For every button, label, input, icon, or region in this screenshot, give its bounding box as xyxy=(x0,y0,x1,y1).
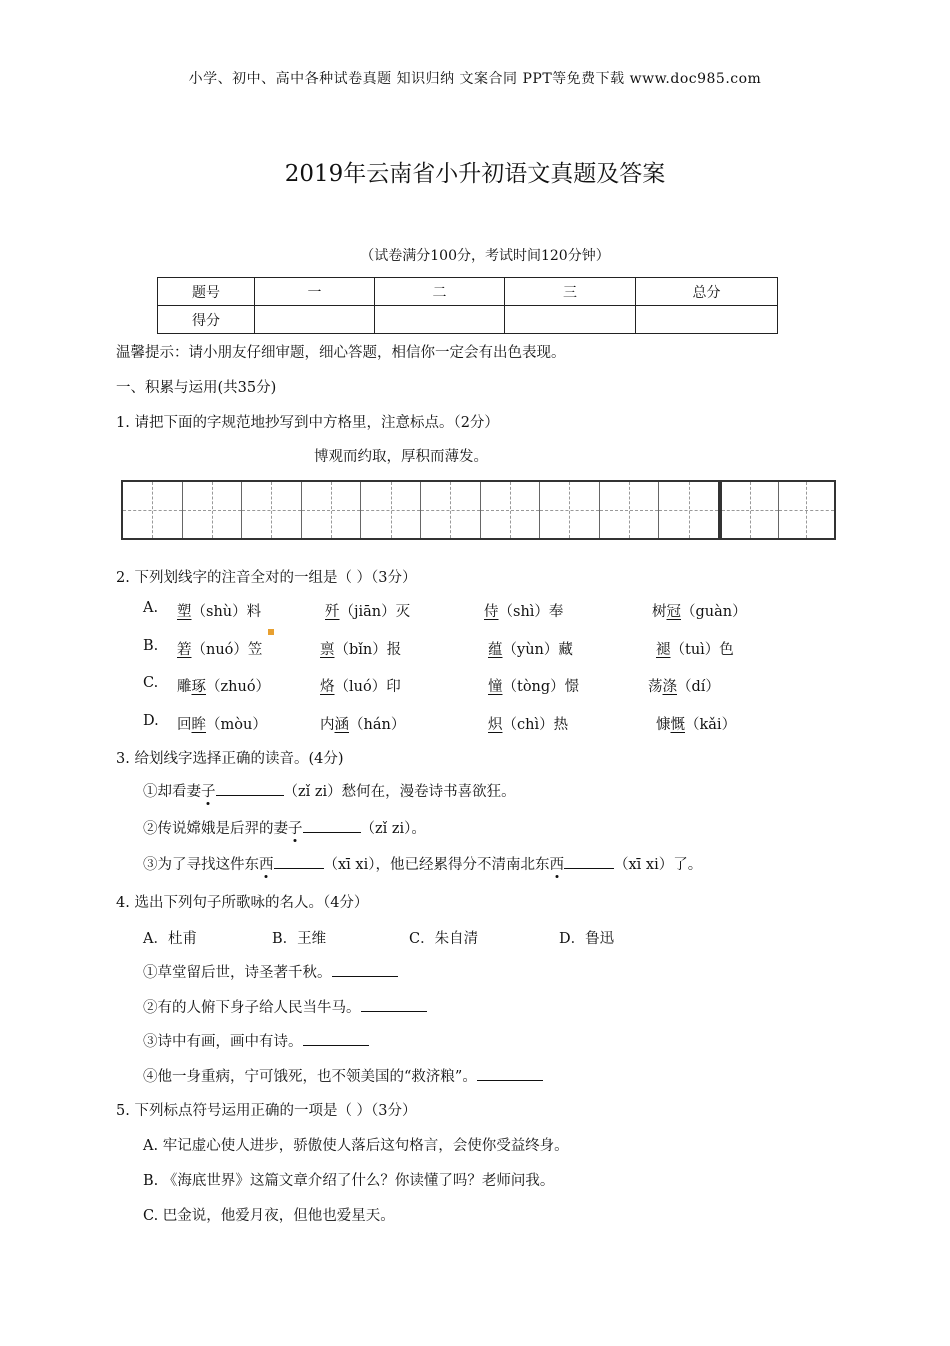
option-b: B. 《海底世界》这篇文章介绍了什么？你读懂了吗？老师问我。 xyxy=(143,1173,555,1189)
question-4-stem: 4. 选出下列句子所歌咏的名人。（4分） xyxy=(116,895,369,911)
option-a-item: 歼（jiān）灭 xyxy=(325,604,411,620)
table-row xyxy=(158,278,778,306)
option-c-item: 憧（tòng）憬 xyxy=(488,679,580,695)
question-4-item: ③诗中有画，画中有诗。 xyxy=(143,1030,369,1051)
choice-option: B．王维 xyxy=(272,931,327,947)
question-4-item: ④他一身重病，宁可饿死，也不领美国的“救济粮”。 xyxy=(143,1065,543,1086)
answer-blank[interactable] xyxy=(216,781,284,796)
option-d-item: 慷慨（kǎi） xyxy=(656,717,737,733)
option-c-label: C. xyxy=(143,675,159,691)
answer-blank[interactable] xyxy=(564,854,614,869)
option-d-item: 回眸（mòu） xyxy=(177,717,267,733)
table-cell: 得分 xyxy=(158,306,255,334)
highlight-mark xyxy=(268,629,274,635)
option-a-item: 塑（shù）料 xyxy=(177,604,262,620)
table-cell: 三 xyxy=(505,278,636,306)
option-d-item: 炽（chì）热 xyxy=(488,717,569,733)
copy-text: 博观而约取，厚积而薄发。 xyxy=(314,449,488,465)
option-a-label: A. xyxy=(143,600,159,616)
table-cell: 题号 xyxy=(158,278,255,306)
table-cell: 总分 xyxy=(636,278,778,306)
answer-blank[interactable] xyxy=(477,1066,543,1081)
option-b-item: 褪（tuì）色 xyxy=(656,642,734,658)
option-a: A. 牢记虚心使人进步，骄傲使人落后这句格言，会使你受益终身。 xyxy=(143,1138,569,1154)
option-c: C. 巴金说，他爱月夜，但他也爱星天。 xyxy=(143,1208,395,1224)
question-3-stem: 3. 给划线字选择正确的读音。(4分) xyxy=(116,751,344,767)
table-cell: 一 xyxy=(255,278,375,306)
question-3-sentence: ②传说嫦娥是后羿的妻子 （zǐ zi）。 xyxy=(143,817,426,838)
table-cell[interactable] xyxy=(375,306,505,334)
question-3-sentence: ①却看妻子 （zǐ zi）愁何在，漫卷诗书喜欲狂。 xyxy=(143,780,516,801)
question-5-stem: 5. 下列标点符号运用正确的一项是（ ）（3分） xyxy=(116,1103,417,1119)
page-title: 2019年云南省小升初语文真题及答案 xyxy=(284,161,666,187)
writing-grid[interactable] xyxy=(720,480,836,540)
option-b-item: 禀（bǐn）报 xyxy=(320,642,402,658)
answer-blank[interactable] xyxy=(274,854,324,869)
section-heading: 一、积累与运用(共35分) xyxy=(116,380,277,396)
option-c-item: 雕琢（zhuó） xyxy=(177,679,271,695)
question-4-item: ①草堂留后世，诗圣著千秋。 xyxy=(143,961,398,982)
option-d-item: 内涵（hán） xyxy=(320,717,406,733)
table-cell[interactable] xyxy=(636,306,778,334)
table-row xyxy=(158,306,778,334)
page-header: 小学、初中、高中各种试卷真题 知识归纳 文案合同 PPT等免费下载 www.doc985.com xyxy=(188,71,762,87)
option-b-item: 箬（nuó）笠 xyxy=(177,642,263,658)
table-cell[interactable] xyxy=(255,306,375,334)
option-b-label: B. xyxy=(143,638,159,654)
question-4-item: ②有的人俯下身子给人民当牛马。 xyxy=(143,996,427,1017)
answer-blank[interactable] xyxy=(361,997,427,1012)
writing-grid[interactable] xyxy=(121,480,720,540)
tip-text: 温馨提示：请小朋友仔细审题，细心答题，相信你一定会有出色表现。 xyxy=(116,345,566,361)
option-c-item: 烙（luó）印 xyxy=(320,679,401,695)
question-2-stem: 2. 下列划线字的注音全对的一组是（ ）（3分） xyxy=(116,570,417,586)
table-cell[interactable] xyxy=(505,306,636,334)
option-b-item: 蕴（yùn）藏 xyxy=(488,642,573,658)
answer-blank[interactable] xyxy=(303,818,361,833)
answer-blank[interactable] xyxy=(303,1031,369,1046)
exam-info: （试卷满分100分，考试时间120分钟） xyxy=(360,248,610,264)
choice-option: C．朱自清 xyxy=(409,931,479,947)
question-1-stem: 1. 请把下面的字规范地抄写到中方格里，注意标点。（2分） xyxy=(116,415,499,431)
answer-blank[interactable] xyxy=(332,962,398,977)
option-c-item: 荡涤（dí） xyxy=(648,679,720,695)
choice-option: A．杜甫 xyxy=(143,931,197,947)
option-a-item: 侍（shì）奉 xyxy=(484,604,564,620)
choice-option: D．鲁迅 xyxy=(559,931,615,947)
option-a-item: 树冠（guàn） xyxy=(652,604,747,620)
question-3-sentence: ③为了寻找这件东西 （xī xi），他已经累得分不清南北东西 （xī xi）了。 xyxy=(143,853,702,874)
table-cell: 二 xyxy=(375,278,505,306)
score-table xyxy=(157,277,778,334)
option-d-label: D. xyxy=(143,713,159,729)
